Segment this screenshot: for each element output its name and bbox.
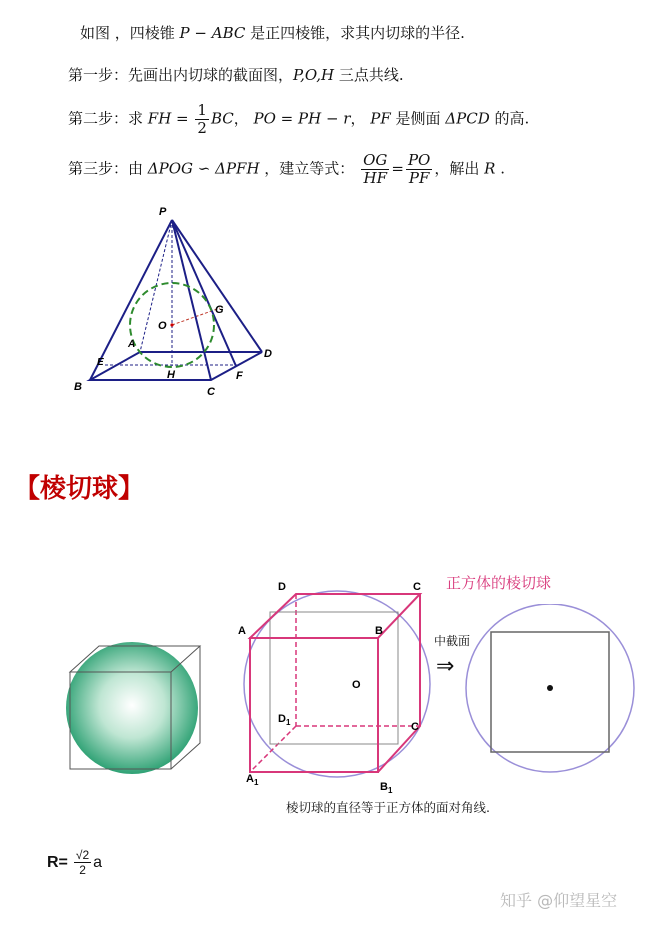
radius-formula [47, 848, 102, 877]
step1-post: 三点共线. [334, 66, 404, 84]
cube-top [250, 594, 420, 638]
step3-label: 第三步： [68, 159, 129, 178]
step3-fraction-2 [406, 152, 432, 187]
section-heading: 【棱切球】 [14, 474, 145, 504]
formula-num: √2 [75, 848, 90, 862]
cube-front [250, 638, 378, 772]
label-g: G [215, 304, 224, 316]
step2-post: 是侧面 [390, 109, 446, 128]
intro-line [80, 22, 465, 43]
formula-fraction [74, 848, 91, 877]
step2-mid2: ， [350, 109, 371, 128]
step2-tri: ΔPCD [445, 109, 490, 128]
label-cube-b: B [375, 625, 383, 637]
step3-post: ，解出 [434, 159, 485, 178]
step3-fraction-1 [361, 152, 389, 187]
label-d: D [264, 348, 272, 360]
step2-pre: 求 [128, 109, 148, 128]
formula-den: 2 [79, 863, 86, 877]
section-label: 中截面 [434, 634, 471, 648]
step2-line [68, 102, 529, 137]
step3-f1-num: OG [363, 151, 388, 169]
label-cube-a: A [238, 625, 246, 637]
edge-pf [172, 220, 236, 366]
figure-caption: 棱切球的直径等于正方体的面对角线. [286, 800, 490, 815]
watermark: 知乎 @仰望星空 [500, 891, 618, 910]
step3-eq: = [391, 159, 404, 178]
edge-sphere [66, 642, 198, 774]
step2-fraction [195, 102, 209, 137]
label-o: O [158, 320, 167, 332]
step2-fh: FH = [147, 109, 189, 128]
intro-pre: 如图 ，四棱锥 [80, 24, 180, 42]
step3-sim: ΔPOG ∽ ΔPFH [147, 159, 260, 178]
label-f: F [236, 370, 243, 382]
cube-edge-sphere-figure [230, 572, 450, 798]
step2-label: 第二步： [68, 109, 129, 128]
step1-label: 第一步： [68, 66, 129, 84]
step2-frac-num: 1 [197, 101, 207, 119]
step2-frac-den: 2 [197, 119, 207, 137]
step3-line [68, 152, 505, 187]
label-cube-b1: $B_1$ [380, 781, 393, 795]
step2-post2: 的高. [489, 109, 530, 128]
label-c: C [207, 386, 215, 398]
step1-text: 先画出内切球的截面图， [128, 66, 294, 84]
step1-math: P,O,H [293, 66, 335, 84]
step3-mid: ，建立等式： [259, 159, 355, 178]
step3-f2-num: PO [407, 151, 431, 169]
section-center [547, 685, 553, 691]
step2-pf: PF [370, 109, 391, 128]
step3-f2-den: PF [408, 169, 430, 187]
label-cube-a1: $A_1$ [246, 773, 259, 787]
step3-end: . [495, 159, 505, 178]
label-cube-c1: C [411, 721, 419, 733]
label-e: E [97, 357, 104, 368]
label-b: B [74, 381, 82, 393]
cube-right-edges [378, 594, 420, 772]
step2-po: PO = PH − r [253, 109, 351, 128]
arrow-icon: ⇒ [436, 654, 455, 679]
formula-var: a [93, 853, 103, 871]
step3-pre: 由 [128, 159, 148, 178]
hidden-edge-diag [250, 726, 296, 772]
intro-post: 是正四棱锥，求其内切球的半径. [245, 24, 465, 42]
sphere-cube-figure [60, 638, 210, 778]
label-a: A [128, 339, 136, 350]
label-cube-c: C [413, 581, 421, 593]
step3-r: R [484, 159, 496, 178]
step2-bc: BC [210, 109, 234, 128]
formula-lhs: R= [47, 853, 68, 871]
step1-line [68, 64, 404, 85]
label-cube-o: O [352, 679, 361, 691]
label-cube-d1: $D_1$ [278, 713, 291, 727]
section-square [491, 632, 609, 752]
center-point [170, 323, 173, 326]
label-p: P [159, 206, 167, 218]
pyramid-figure [60, 200, 290, 400]
label-h: H [167, 369, 175, 381]
step3-f1-den: HF [363, 169, 387, 187]
step2-mid: ， [233, 109, 254, 128]
intro-math: P − ABC [179, 24, 246, 42]
mid-section-figure [462, 604, 642, 784]
cube-figure-title: 正方体的棱切球 [446, 574, 552, 592]
label-cube-d: D [278, 581, 286, 593]
